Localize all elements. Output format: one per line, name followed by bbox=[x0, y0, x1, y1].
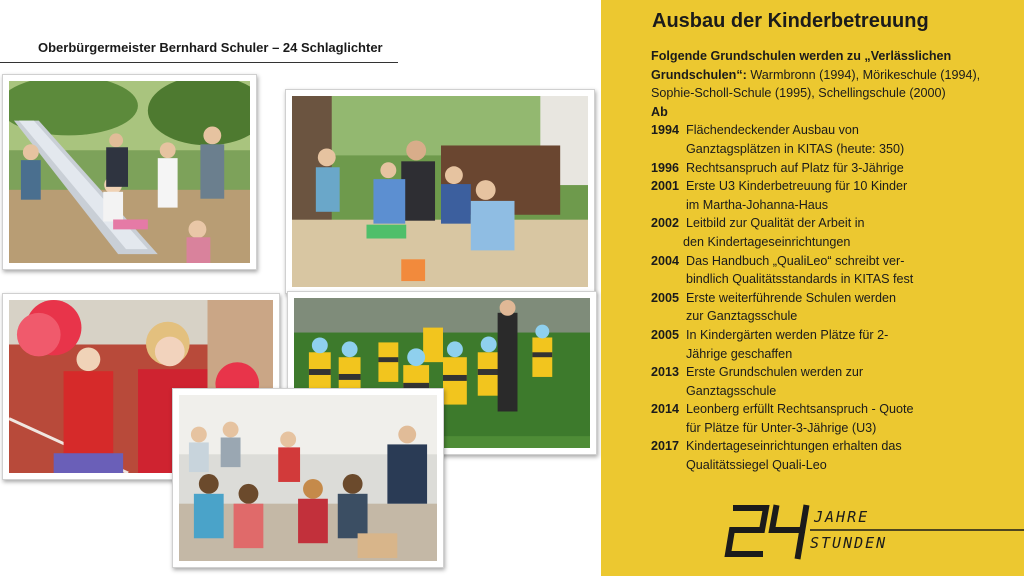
timeline-text: Flächendeckender Ausbau von bbox=[686, 123, 859, 138]
logo-word-jahre: JAHRE bbox=[814, 508, 870, 526]
page-title: Oberbürgermeister Bernhard Schuler – 24 Schlaglichter bbox=[38, 40, 383, 55]
timeline-text-cont: Jährige geschaffen bbox=[686, 346, 793, 361]
timeline-entry bbox=[651, 400, 996, 437]
timeline-text: Erste U3 Kinderbetreuung für 10 Kinder bbox=[686, 179, 908, 194]
timeline-year: 2002 bbox=[651, 216, 680, 231]
timeline-entry bbox=[651, 252, 996, 289]
timeline-text-cont: zur Ganztagsschule bbox=[686, 309, 798, 324]
title-underline bbox=[0, 62, 398, 63]
timeline-year: 1994 bbox=[651, 123, 680, 138]
timeline-text: In Kindergärten werden Plätze für 2- bbox=[686, 327, 889, 342]
intro-bold-text: Folgende Grundschulen werden zu „Verlässlichen Grundschulen“: bbox=[651, 49, 952, 82]
timeline-text-cont: bindlich Qualitätsstandards in KITAS fest bbox=[686, 272, 914, 287]
timeline-entry bbox=[651, 159, 996, 178]
timeline-text: Leitbild zur Qualität der Arbeit in bbox=[686, 216, 865, 231]
timeline-entry bbox=[651, 289, 996, 326]
timeline-year: 2004 bbox=[651, 253, 680, 268]
timeline-text-cont: im Martha-Johanna-Haus bbox=[686, 197, 829, 212]
timeline-year: 2005 bbox=[651, 327, 680, 342]
timeline-year: 2017 bbox=[651, 439, 680, 454]
logo-word-stunden: STUNDEN bbox=[810, 534, 888, 552]
timeline-year: 2013 bbox=[651, 365, 680, 380]
timeline-text: Das Handbuch „QualiLeo“ schreibt ver- bbox=[686, 253, 905, 268]
timeline-text-cont: den Kindertageseinrichtungen bbox=[683, 234, 851, 249]
24-jahre-logo bbox=[722, 500, 1024, 564]
timeline-text: Erste weiterführende Schulen werden bbox=[686, 290, 897, 305]
timeline-entry bbox=[651, 326, 996, 363]
photo-slide bbox=[2, 74, 257, 270]
intro-paragraph bbox=[651, 47, 996, 103]
timeline-entry bbox=[651, 214, 996, 251]
photo-circle-time bbox=[172, 388, 444, 568]
panel-heading: Ausbau der Kinderbetreuung bbox=[652, 10, 929, 32]
logo-graphic bbox=[722, 500, 1024, 564]
photo-sandbox bbox=[285, 89, 595, 294]
intro-schools-text: Warmbronn (1994), Mörikeschule (1994), Sophie-Scholl-Schule (1995), Schellingschule (2000) bbox=[651, 67, 981, 101]
timeline-text: Kindertageseinrichtungen erhalten das bbox=[686, 439, 902, 454]
timeline-text-cont: Ganztagsplätzen in KITAS (heute: 350) bbox=[686, 141, 905, 156]
timeline-text: Erste Grundschulen werden zur bbox=[686, 365, 864, 380]
timeline-year: 2005 bbox=[651, 290, 680, 305]
timeline-entry bbox=[651, 177, 996, 214]
timeline-text: Rechtsanspruch auf Platz für 3-Jährige bbox=[686, 160, 904, 175]
timeline-text-cont: für Plätze für Unter-3-Jährige (U3) bbox=[686, 420, 877, 435]
timeline-entry bbox=[651, 363, 996, 400]
timeline-text-cont: Qualitätssiegel Quali-Leo bbox=[686, 458, 827, 473]
timeline-text: Leonberg erfüllt Rechtsanspruch - Quote bbox=[686, 402, 914, 417]
timeline-year: 2014 bbox=[651, 402, 680, 417]
timeline-year: 1996 bbox=[651, 160, 680, 175]
timeline-year: 2001 bbox=[651, 179, 680, 194]
ab-label: Ab bbox=[651, 104, 668, 119]
timeline-text-cont: Ganztagsschule bbox=[686, 383, 777, 398]
timeline-entry bbox=[651, 437, 996, 474]
timeline-entry bbox=[651, 121, 996, 158]
panel-body bbox=[651, 47, 996, 475]
